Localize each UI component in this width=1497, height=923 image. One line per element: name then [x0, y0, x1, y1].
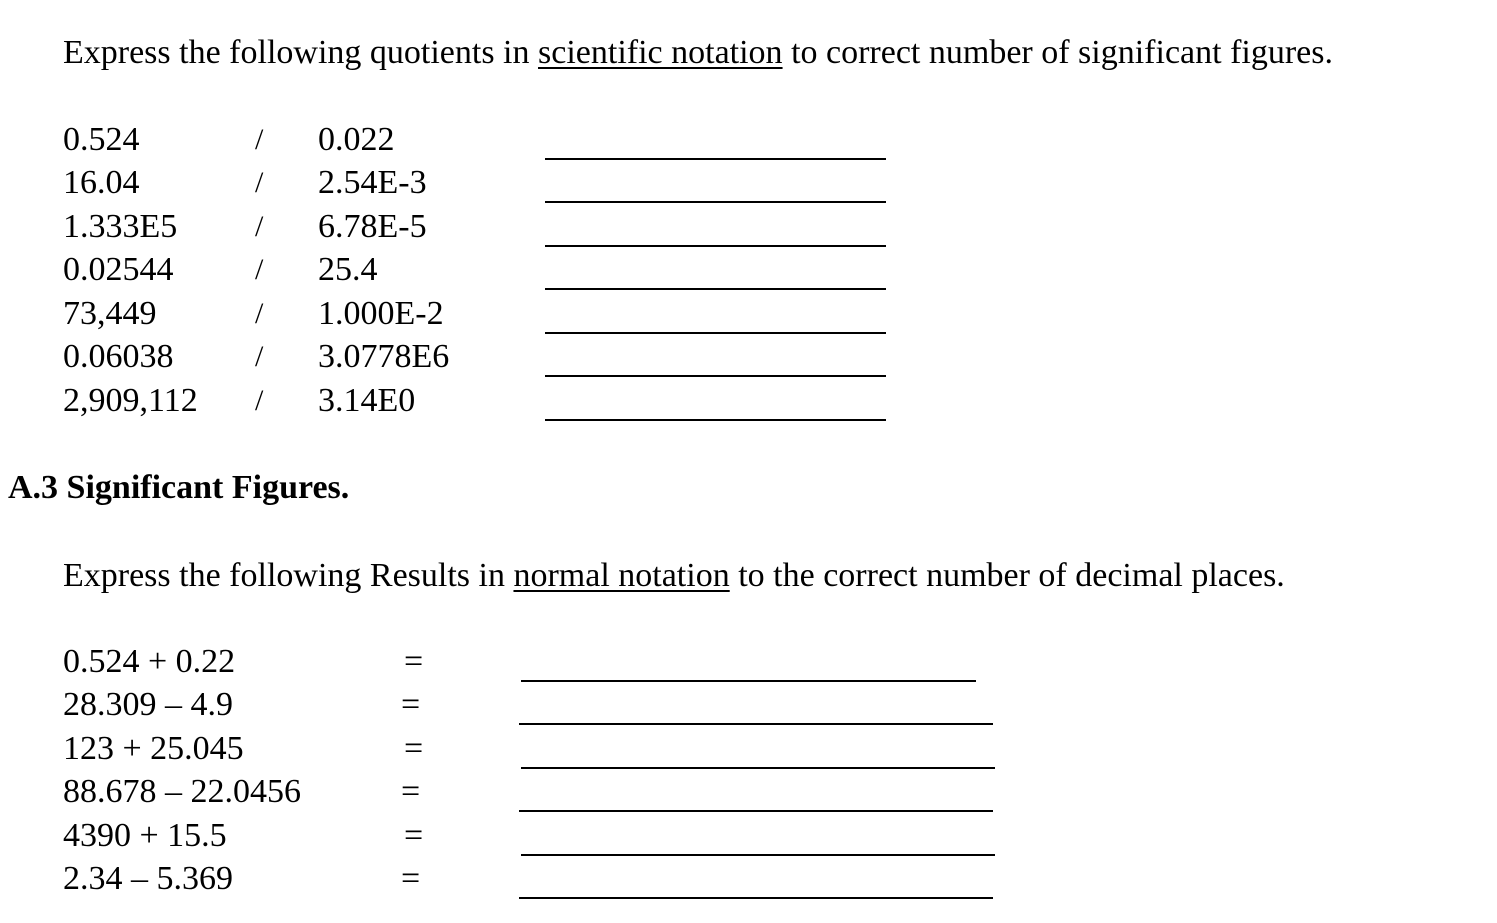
instruction-text: to correct number of significant figures. [782, 34, 1333, 71]
division-operator: / [255, 297, 264, 330]
answer-blank[interactable] [545, 250, 886, 290]
result-row [0, 642, 1497, 686]
result-row [0, 772, 1497, 816]
equals-sign: = [404, 730, 424, 767]
answer-blank[interactable] [519, 772, 993, 812]
division-operator: / [255, 210, 264, 243]
result-row [0, 859, 1497, 903]
equals-sign: = [404, 817, 424, 854]
divisor: 25.4 [318, 251, 378, 288]
quotient-row [0, 120, 1497, 164]
result-row [0, 729, 1497, 773]
answer-blank[interactable] [545, 163, 886, 203]
division-operator: / [255, 384, 264, 417]
dividend: 2,909,112 [63, 382, 198, 419]
quotient-row [0, 381, 1497, 425]
dividend: 0.02544 [63, 251, 174, 288]
expression: 28.309 – 4.9 [63, 686, 233, 723]
answer-blank[interactable] [545, 381, 886, 421]
division-operator: / [255, 166, 264, 199]
divisor: 3.14E0 [318, 382, 416, 419]
equals-sign: = [401, 773, 421, 810]
result-row [0, 816, 1497, 860]
equals-sign: = [404, 643, 424, 680]
instruction-text: Express the following quotients in [63, 34, 539, 71]
divisor: 3.0778E6 [318, 338, 450, 375]
divisor: 6.78E-5 [318, 208, 427, 245]
dividend: 0.524 [63, 121, 140, 158]
divisor: 2.54E-3 [318, 164, 427, 201]
dividend: 0.06038 [63, 338, 174, 375]
instruction-emphasis: scientific notation [538, 34, 783, 71]
answer-blank[interactable] [545, 337, 886, 377]
equals-sign: = [401, 860, 421, 897]
results-instruction [63, 556, 1285, 596]
quotient-row [0, 250, 1497, 294]
division-operator: / [255, 253, 264, 286]
answer-blank[interactable] [545, 207, 886, 247]
expression: 0.524 + 0.22 [63, 643, 236, 680]
answer-blank[interactable] [521, 642, 976, 682]
instruction-emphasis: normal notation [513, 557, 730, 594]
expression: 4390 + 15.5 [63, 817, 227, 854]
answer-blank[interactable] [519, 859, 993, 899]
quotient-row [0, 163, 1497, 207]
expression: 2.34 – 5.369 [63, 860, 233, 897]
divisor: 0.022 [318, 121, 395, 158]
expression: 88.678 – 22.0456 [63, 773, 301, 810]
quotient-row [0, 337, 1497, 381]
answer-blank[interactable] [521, 816, 995, 856]
expression: 123 + 25.045 [63, 730, 244, 767]
dividend: 73,449 [63, 295, 157, 332]
answer-blank[interactable] [519, 685, 993, 725]
division-operator: / [255, 340, 264, 373]
answer-blank[interactable] [545, 294, 886, 334]
quotient-row [0, 207, 1497, 251]
division-operator: / [255, 123, 264, 156]
result-row [0, 685, 1497, 729]
divisor: 1.000E-2 [318, 295, 444, 332]
answer-blank[interactable] [545, 120, 886, 160]
section-heading: A.3 Significant Figures. [8, 469, 350, 506]
equals-sign: = [401, 686, 421, 723]
instruction-text: to the correct number of decimal places. [729, 557, 1285, 594]
instruction-text: Express the following Results in [63, 557, 514, 594]
dividend: 16.04 [63, 164, 140, 201]
dividend: 1.333E5 [63, 208, 178, 245]
quotients-instruction [63, 33, 1333, 73]
quotient-row [0, 294, 1497, 338]
answer-blank[interactable] [521, 729, 995, 769]
